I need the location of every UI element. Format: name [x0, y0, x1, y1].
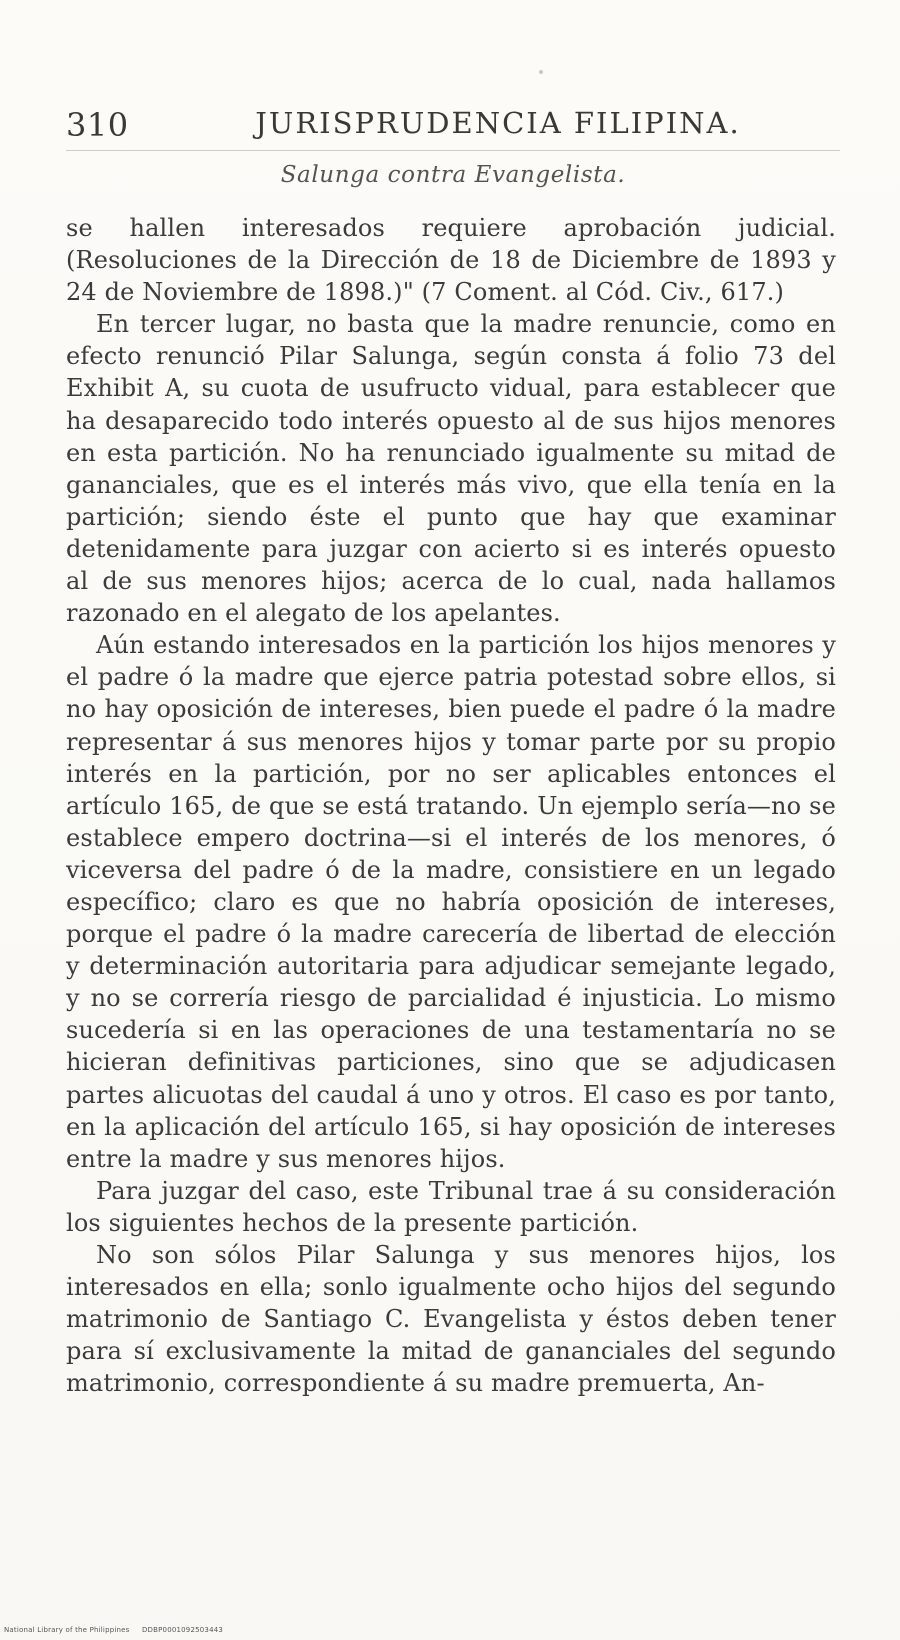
library-credit: National Library of the Philippines: [4, 1626, 130, 1634]
paragraph: En tercer lugar, no basta que la madre renuncie, como en efecto renunció Pilar Salunga, según consta á folio 73 del Exhibit A, su cuota de usufructo vidual, para establecer que ha desaparecido todo interés opuesto al de sus hijos menores en esta partición. No ha renunciado igualmente su mitad de gananciales, que es el interés más vivo, que ella tenía en la partición; siendo éste el punto que hay que examinar detenidamente para juzgar con acierto si es interés opuesto al de sus menores hijos; acerca de lo cual, nada hallamos razonado en el alegato de los apelantes.: [66, 310, 836, 628]
header-rule: [66, 150, 840, 151]
paragraph: Aún estando interesados en la partición los hijos menores y el padre ó la madre que ejerce patria potestad sobre ellos, si no hay oposición de intereses, bien puede el padre ó la madre representar á sus menores hijos y tomar parte por su propio interés en la partición, por no ser aplicables entonces el artículo 165, de que se está tratando. Un ejemplo sería—no se establece empero doctrina—si el interés de los menores, ó viceversa del padre ó de la madre, consistiere en un legado específico; claro es que no habría oposición de intereses, porque el padre ó la madre carecería de libertad de elección y determinación autoritaria para adjudicar semejante legado, y no se correría riesgo de parcialidad é injusticia. Lo mismo sucedería si en las operaciones de una testamentaría no se hicieran definitivas particiones, sino que se adjudicasen partes alicuotas del caudal á uno y otros. El caso es por tanto, en la aplicación del artículo 165, si hay oposición de intereses entre la madre y sus menores hijos.: [66, 631, 836, 1173]
page-header: [66, 96, 840, 156]
body-text: [66, 212, 836, 1399]
case-title: Salunga contra Evangelista.: [280, 162, 626, 188]
paragraph: Para juzgar del caso, este Tribunal trae á su consideración los siguientes hechos de la presente partición.: [66, 1176, 836, 1237]
scan-footer: [4, 1626, 223, 1634]
paper-speck: [539, 70, 543, 74]
page-number: 310: [66, 106, 129, 144]
paragraph: No son sólos Pilar Salunga y sus menores hijos, los interesados en ella; sonlo igualmente ocho hijos del segundo matrimonio de Santiago C. Evangelista y éstos deben tener para sí exclusivamente la mitad de gananciales del segundo matrimonio, correspondiente á su madre premuerta, An-: [66, 1241, 836, 1398]
running-title: JURISPRUDENCIA FILIPINA.: [255, 106, 741, 140]
scan-code: DDBP0001092503443: [141, 1626, 224, 1634]
paragraph-continuation: se hallen interesados requiere aprobación judicial. (Resoluciones de la Dirección de 18 de Diciembre de 1893 y 24 de Noviembre de 1898.)" (7 Coment. al Cód. Civ., 617.): [66, 214, 836, 307]
